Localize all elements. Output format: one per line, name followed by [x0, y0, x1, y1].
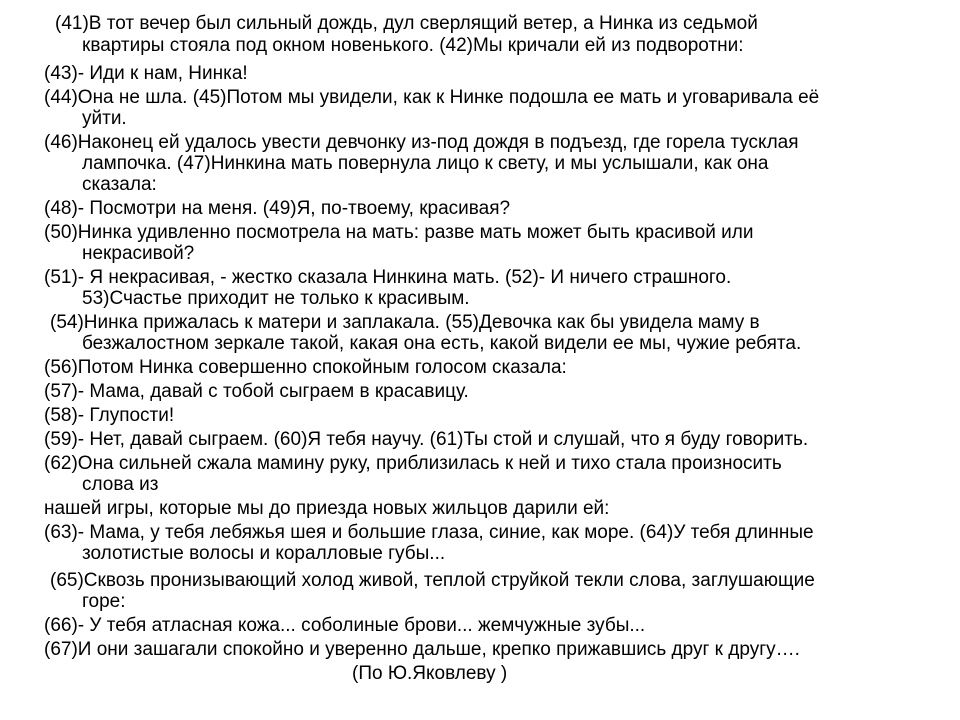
text-line-44-cont: уйти.: [82, 108, 127, 129]
text-line-63: (63)- Мама, у тебя лебяжья шея и большие глаза, синие, как море. (64)У тебя длинные: [44, 522, 814, 543]
text-line-58: (58)- Глупости!: [44, 405, 175, 426]
text-line-57: (57)- Мама, давай с тобой сыграем в красавицу.: [44, 381, 469, 402]
text-line-65: (65)Сквозь пронизывающий холод живой, теплой струйкой текли слова, заглушающие: [50, 570, 815, 591]
text-line-67: (67)И они зашагали спокойно и уверенно дальше, крепко прижавшись друг к другу….: [44, 639, 800, 660]
text-line-46-cont: лампочка. (47)Нинкина мать повернула лицо к свету, и мы услышали, как она: [82, 153, 769, 174]
text-line-48: (48)- Посмотри на меня. (49)Я, по-твоему, красивая?: [44, 198, 511, 219]
text-line-51: (51)- Я некрасивая, - жестко сказала Нинкина мать. (52)- И ничего страшного.: [44, 267, 732, 288]
text-line-41: (41)В тот вечер был сильный дождь, дул сверлящий ветер, а Нинка из седьмой: [55, 13, 758, 34]
text-line-55-cont: безжалостном зеркале такой, какая она есть, какой видели ее мы, чужие ребята.: [82, 333, 802, 354]
text-line-46: (46)Наконец ей удалось увести девчонку из-под дождя в подъезд, где горела тусклая: [44, 132, 799, 153]
text-line-62-cont: слова из: [82, 474, 159, 495]
text-line-62: (62)Она сильней сжала мамину руку, приблизилась к ней и тихо стала произносить: [44, 453, 782, 474]
text-line-50-cont: некрасивой?: [82, 243, 195, 264]
text-line-66: (66)- У тебя атласная кожа... соболиные брови... жемчужные зубы...: [44, 615, 646, 636]
text-line-44: (44)Она не шла. (45)Потом мы увидели, как к Нинке подошла ее мать и уговаривала её: [44, 87, 820, 108]
author-attribution: (По Ю.Яковлеву ): [352, 663, 508, 684]
text-line-41-cont: квартиры стояла под окном новенького. (42)Мы кричали ей из подворотни:: [82, 35, 744, 56]
text-line-65-cont: горе:: [82, 591, 126, 612]
text-line-59: (59)- Нет, давай сыграем. (60)Я тебя научу. (61)Ты стой и слушай, что я буду говорить.: [44, 429, 809, 450]
text-line-50: (50)Нинка удивленно посмотрела на мать: разве мать может быть красивой или: [44, 222, 754, 243]
text-line-53: 53)Счастье приходит не только к красивым.: [82, 288, 470, 309]
text-line-56: (56)Потом Нинка совершенно спокойным голосом сказала:: [44, 357, 567, 378]
text-line-46-cont2: сказала:: [82, 174, 157, 195]
text-line-62-cont2: нашей игры, которые мы до приезда новых жильцов дарили ей:: [44, 498, 610, 519]
text-line-63-cont: золотистые волосы и коралловые губы...: [82, 543, 446, 564]
text-line-43: (43)- Иди к нам, Нинка!: [44, 63, 248, 84]
text-line-54: (54)Нинка прижалась к матери и заплакала. (55)Девочка как бы увидела маму в: [50, 312, 760, 333]
